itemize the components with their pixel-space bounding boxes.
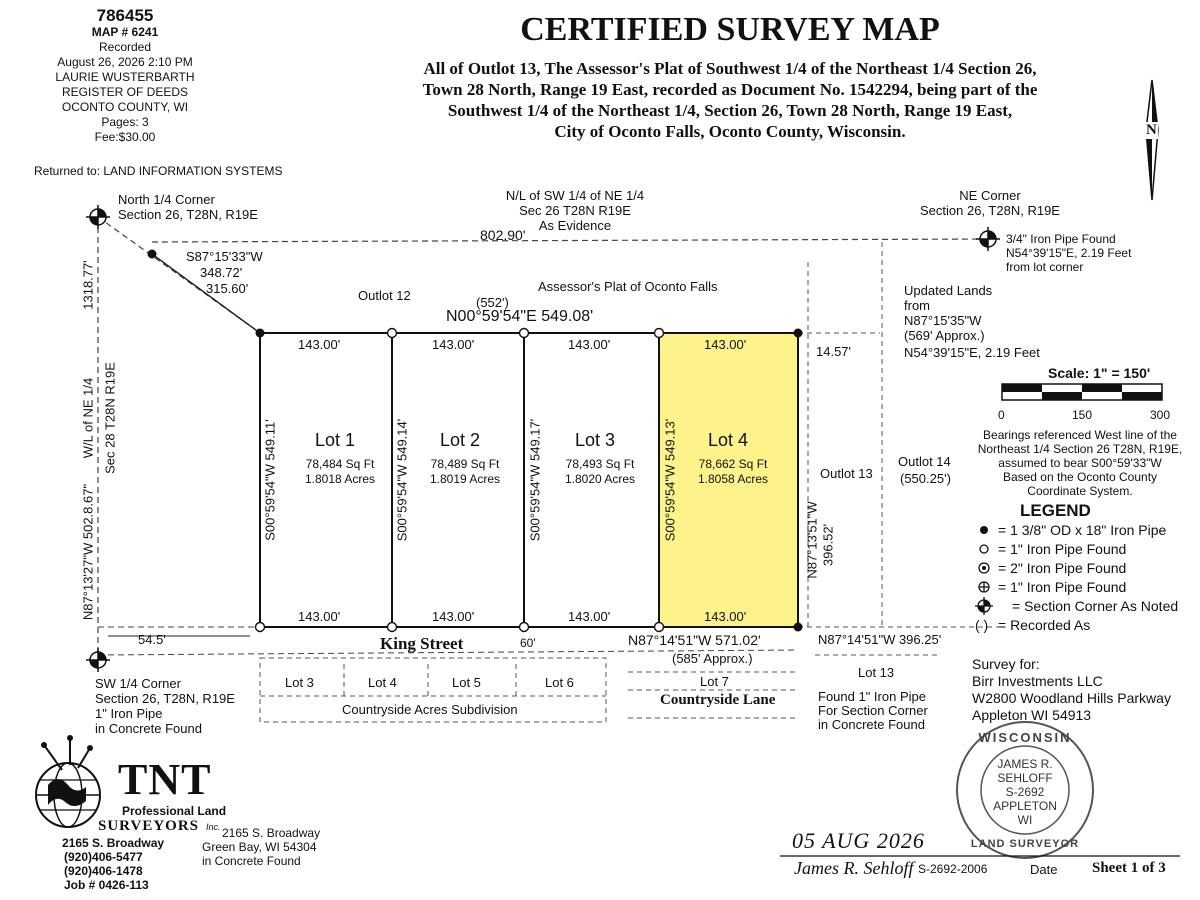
ne-corner-line2: Section 26, T28N, R19E <box>920 203 1060 218</box>
scale-tick-150: 150 <box>1072 408 1093 422</box>
sub-lot-4: Lot 4 <box>368 675 397 690</box>
lot-corner-open <box>256 623 265 632</box>
lot-3-west-bearing: S00°59'54"W 549.17' <box>527 418 543 542</box>
north-line-label-3: As Evidence <box>538 218 612 233</box>
section-corner-ne-icon <box>976 227 1000 251</box>
lot-1-bottom-distance: 143.00' <box>298 609 341 624</box>
page-title: CERTIFIED SURVEY MAP <box>520 11 940 48</box>
sub-lot-3: Lot 3 <box>285 675 314 690</box>
lot-4-acres: 1.8058 Acres <box>697 472 769 486</box>
seal-line-4: APPLETON <box>993 799 1057 813</box>
lot-2-top-distance: 143.00' <box>432 337 475 352</box>
lot-corner-open <box>388 329 397 338</box>
scale-bar <box>1002 384 1162 400</box>
firm-address2-3: in Concrete Found <box>202 854 301 868</box>
signature-date: 05 AUG 2026 <box>792 828 925 853</box>
west-distance-top: 1318.77' <box>80 260 96 310</box>
seal-line-5: WI <box>1017 813 1033 827</box>
lot-3-name: Lot 3 <box>574 430 616 450</box>
outlot-14-label: Outlot 14 <box>898 454 951 469</box>
description-line-2: Town 28 North, Range 19 East, recorded as Document No. 1542294, being part of the <box>422 80 1038 99</box>
se-pipe-line2: For Section Corner <box>818 703 928 718</box>
firm-phone-1: (920)406-5477 <box>64 850 143 864</box>
north-line-label-2: Sec 26 T28N R19E <box>519 203 631 218</box>
legend-item-3: = 2" Iron Pipe Found <box>998 560 1127 576</box>
diagonal-distance-1: 348.72' <box>200 265 243 280</box>
scale-note-1: Bearings referenced West line of the <box>983 428 1177 442</box>
scale-label: Scale: 1" = 150' <box>1048 365 1151 381</box>
lot-1-sqft: 78,484 Sq Ft <box>305 457 375 471</box>
lot-3-acres: 1.8020 Acres <box>564 472 636 486</box>
diagonal-bearing: S87°15'33"W <box>186 249 263 264</box>
lot-corner-open <box>655 329 664 338</box>
assessors-plat-label: Assessor's Plat of Oconto Falls <box>538 279 718 294</box>
south-approx: (585' Approx.) <box>672 651 753 666</box>
lot-1-acres: 1.8018 Acres <box>304 472 376 486</box>
lot-4-west-bearing: S00°59'54"W 549.13' <box>662 418 678 542</box>
section-corner-sw-icon <box>86 648 110 672</box>
legend-title: LEGEND <box>1020 501 1091 520</box>
sheet-number: Sheet 1 of 3 <box>1092 860 1166 876</box>
sw-corner-line4: in Concrete Found <box>95 721 202 736</box>
lot-2-acres: 1.8019 Acres <box>429 472 501 486</box>
recorded-date: August 26, 2026 2:10 PM <box>57 55 193 69</box>
se-pipe-line1: Found 1" Iron Pipe <box>818 689 926 704</box>
west-line-label: W/L of NE 1/4 <box>80 377 96 459</box>
firm-address: 2165 S. Broadway <box>62 836 165 850</box>
lot-corner-open <box>388 623 397 632</box>
diagonal-distance-2: 315.60' <box>206 281 249 296</box>
lot-4-name: Lot 4 <box>707 430 749 450</box>
scale-note-3: assumed to bear S00°59'33"W <box>998 456 1162 470</box>
legend-section-corner-icon <box>975 597 993 615</box>
se-bearing: N87°14'51"W 396.25' <box>818 632 942 647</box>
updated-lands-1: Updated Lands <box>904 283 993 298</box>
lot-corner-open <box>520 329 529 338</box>
street-width: 60' <box>520 636 536 650</box>
legend-double-circle-icon <box>979 563 989 573</box>
north-bearing: N00°59'54"E 549.08' <box>446 308 594 325</box>
seal-line-3: S-2692 <box>1005 785 1045 799</box>
updated-lands-3: N87°15'35"W <box>904 313 982 328</box>
countryside-lane-label: Countryside Lane <box>660 692 776 708</box>
survey-for-address: W2800 Woodland Hills Parkway <box>972 690 1171 706</box>
ne-pipe-line3: from lot corner <box>1006 260 1084 274</box>
county: OCONTO COUNTY, WI <box>61 100 189 114</box>
returned-to: Returned to: LAND INFORMATION SYSTEMS <box>34 164 283 178</box>
description-line-3: Southwest 1/4 of the Northeast 1/4, Section 26, Town 28 North, Range 19 East, <box>447 101 1013 120</box>
register-name: LAURIE WUSTERBARTH <box>55 70 195 84</box>
south-bearing: N87°14'51"W 571.02' <box>628 632 761 648</box>
lot-2-bottom-distance: 143.00' <box>432 609 475 624</box>
legend-item-1: = 1 3/8" OD x 18" Iron Pipe <box>998 522 1167 538</box>
fee: Fee:$30.00 <box>94 130 156 144</box>
tnt-globe-logo <box>36 735 100 827</box>
seal-top-text: WISCONSIN <box>978 730 1072 745</box>
seal-bottom-text: LAND SURVEYOR <box>970 838 1080 850</box>
lot-corner-open <box>520 623 529 632</box>
lot-1-name: Lot 1 <box>314 430 356 450</box>
outlot-12-label: Outlot 12 <box>358 288 411 303</box>
lot-1-west-bearing: S00°59'54"W 549.11' <box>262 419 278 541</box>
legend-filled-dot-icon <box>980 526 988 534</box>
seal-line-1: JAMES R. <box>997 757 1053 771</box>
updated-lands-2: from <box>904 298 930 313</box>
signature-name: James R. Sehloff <box>794 858 914 878</box>
survey-for-client: Birr Investments LLC <box>972 673 1103 689</box>
north-arrow-icon <box>1146 80 1158 200</box>
lot-7-label: Lot 7 <box>700 674 729 689</box>
lot-2-west-bearing: S00°59'54"W 549.14' <box>394 418 410 542</box>
lot-4-bottom-distance: 143.00' <box>704 609 747 624</box>
map-number: MAP # 6241 <box>91 25 159 39</box>
firm-subtitle: Professional Land <box>122 804 227 818</box>
firm-name: TNT <box>118 755 212 804</box>
west-line-bearing: N87°13'27"W 502.8.67" <box>80 483 96 621</box>
west-line-section: Sec 28 T28N R19E <box>102 362 118 474</box>
lot-corner-open <box>655 623 664 632</box>
doc-number: 786455 <box>96 6 154 25</box>
lot-4-sqft: 78,662 Sq Ft <box>698 457 768 471</box>
survey-for-city: Appleton WI 54913 <box>972 707 1092 723</box>
legend-parens-icon: ( ) <box>975 617 989 633</box>
scale-tick-0: 0 <box>998 408 1005 422</box>
ne-offset: 14.57' <box>816 344 852 359</box>
outlot-14-distance: (550.25') <box>900 471 951 486</box>
north-line-label-1: N/L of SW 1/4 of NE 1/4 <box>505 188 645 203</box>
recorded-552: (552') <box>476 295 509 310</box>
sub-lot-5: Lot 5 <box>452 675 481 690</box>
ne-corner-line1: NE Corner <box>959 188 1021 203</box>
sw-corner-line1: SW 1/4 Corner <box>95 676 181 691</box>
east-distance: 396.52' <box>820 523 836 567</box>
lot-2-name: Lot 2 <box>439 430 481 450</box>
north-quarter-corner-line1: North 1/4 Corner <box>118 192 215 207</box>
scale-note-4: Based on the Oconto County <box>1002 470 1158 484</box>
lot-3-bottom-distance: 143.00' <box>568 609 611 624</box>
lot-3-sqft: 78,493 Sq Ft <box>565 457 635 471</box>
sw-corner-line2: Section 26, T28N, R19E <box>95 691 235 706</box>
king-street-label: King Street <box>380 634 464 653</box>
legend-item-2: = 1" Iron Pipe Found <box>998 541 1127 557</box>
pages: Pages: 3 <box>101 115 149 129</box>
firm-address2-1: 2165 S. Broadway <box>222 826 321 840</box>
firm-phone-2: (920)406-1478 <box>64 864 143 878</box>
updated-lands-5: N54°39'15"E, 2.19 Feet <box>904 345 1040 360</box>
sub-lot-6: Lot 6 <box>545 675 574 690</box>
east-bearing: N87°13'51"W <box>804 501 820 579</box>
legend-item-6: = Recorded As <box>998 617 1091 633</box>
scale-tick-300: 300 <box>1150 408 1171 422</box>
legend-cross-circle-icon <box>979 582 989 592</box>
ne-survey-corner-filled <box>794 329 803 338</box>
description-line-4: City of Oconto Falls, Oconto County, Wisconsin. <box>554 122 906 141</box>
seal-line-2: SEHLOFF <box>997 771 1053 785</box>
signature-date-label: Date <box>1030 862 1058 877</box>
scale-note-2: Northeast 1/4 Section 26 T28N, R19E, <box>977 442 1183 456</box>
register-title: REGISTER OF DEEDS <box>61 85 189 99</box>
lot-2-sqft: 78,489 Sq Ft <box>430 457 500 471</box>
recorded-label: Recorded <box>98 40 152 54</box>
scale-note-5: Coordinate System. <box>1027 484 1133 498</box>
nw-survey-corner-filled <box>256 329 265 338</box>
legend-item-5: = Section Corner As Noted <box>1012 598 1179 614</box>
firm-inc: Inc. <box>206 822 221 832</box>
signature-license: S-2692-2006 <box>918 862 988 876</box>
lot-3-top-distance: 143.00' <box>568 337 611 352</box>
survey-for-label: Survey for: <box>972 656 1040 672</box>
job-number: Job # 0426-113 <box>64 878 149 892</box>
north-line-distance: 802.90' <box>480 227 526 243</box>
legend-open-circle-icon <box>980 545 988 553</box>
se-survey-corner-filled <box>794 623 803 632</box>
outlot-13-label: Outlot 13 <box>820 466 873 481</box>
section-corner-north-icon <box>86 205 110 229</box>
updated-lands-4: (569' Approx.) <box>904 328 985 343</box>
subdivision-label: Countryside Acres Subdivision <box>342 702 518 717</box>
north-label: N <box>1146 122 1157 138</box>
north-quarter-corner-line2: Section 26, T28N, R19E <box>118 207 258 222</box>
se-pipe-line3: in Concrete Found <box>818 717 925 732</box>
ne-pipe-line1: 3/4" Iron Pipe Found <box>1006 232 1116 246</box>
ne-pipe-line2: N54°39'15"E, 2.19 Feet <box>1006 246 1132 260</box>
legend-item-4: = 1" Iron Pipe Found <box>998 579 1127 595</box>
diag-corner-filled <box>148 250 157 259</box>
description-line-1: All of Outlot 13, The Assessor's Plat of Southwest 1/4 of the Northeast 1/4 Section 26, <box>423 59 1037 78</box>
sw-corner-line3: 1" Iron Pipe <box>95 706 163 721</box>
north-line <box>152 239 988 242</box>
firm-address2-2: Green Bay, WI 54304 <box>202 840 317 854</box>
lot-4-top-distance: 143.00' <box>704 337 747 352</box>
lot-1-top-distance: 143.00' <box>298 337 341 352</box>
firm-surveyors: SURVEYORS <box>98 818 199 834</box>
lot-13-label: Lot 13 <box>858 665 895 680</box>
dim-545-label: 54.5' <box>138 632 166 647</box>
